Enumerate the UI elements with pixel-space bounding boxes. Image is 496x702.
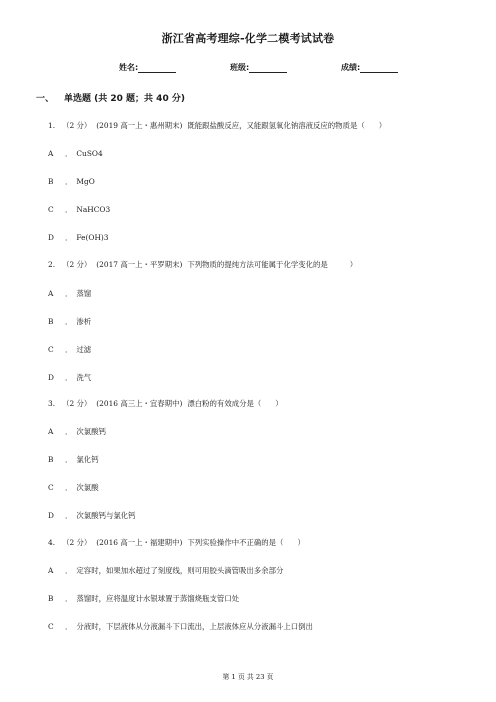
option-3d: D ． 次氯酸钙与氯化钙 — [48, 511, 136, 520]
page-title: 浙江省高考理综-化学二模考试试卷 — [161, 32, 335, 45]
question-text: 下列实验操作中不正确的是（ — [187, 538, 284, 547]
option-3c: C ． 次氯酸 — [48, 483, 99, 492]
option-4a: A ． 定容时，如果加水超过了刻度线，则可用胶头滴管吸出多余部分 — [48, 566, 284, 575]
option-text: 过滤 — [76, 345, 92, 354]
question-score: （2 分） — [62, 538, 92, 547]
option-4b: B ． 蒸馏时，应将温度计水银球置于蒸馏烧瓶支管口处 — [48, 594, 240, 603]
question-text: 既能跟盐酸反应，又能跟氢氧化钠溶液反应的物质是（ — [187, 121, 365, 130]
option-letter: A — [48, 566, 54, 575]
option-1c: C ． NaHCO3 — [48, 205, 111, 214]
option-text: 分液时，下层液体从分液漏斗下口流出，上层液体应从分液漏斗上口倒出 — [76, 622, 313, 631]
option-3a: A ． 次氯酸钙 — [48, 427, 106, 436]
option-letter: C — [48, 622, 54, 631]
option-letter: C — [48, 205, 54, 214]
class-label: 班级: — [230, 63, 250, 72]
question-number: 2. — [48, 260, 56, 269]
option-text: Fe(OH)3 — [76, 233, 109, 242]
option-2a: A ． 蒸馏 — [48, 289, 92, 298]
option-letter: D — [48, 373, 54, 382]
question-number: 4. — [48, 538, 56, 547]
name-label: 姓名: — [119, 63, 139, 72]
option-letter: D — [48, 511, 54, 520]
option-2b: B ． 渗析 — [48, 317, 92, 326]
option-text: 次氯酸钙 — [76, 427, 106, 436]
question-paren-close: ） — [378, 121, 387, 130]
question-paren-close: ） — [349, 260, 358, 269]
score-field — [341, 62, 398, 73]
section-text: 单选题 (共 20 题；共 40 分) — [64, 94, 185, 104]
option-text: 次氯酸钙与氯化钙 — [76, 511, 136, 520]
question-text: 漂白粉的有效成分是（ — [187, 399, 262, 408]
option-letter: D — [48, 233, 54, 242]
class-field — [230, 62, 287, 73]
option-text: 洗气 — [76, 373, 92, 382]
option-1a: A ． CuSO4 — [48, 149, 103, 158]
question-score: （2 分） — [62, 121, 92, 130]
option-text: 蒸馏 — [76, 289, 92, 298]
question-source: (2017 高一上・平罗期末) — [96, 260, 183, 269]
question-text: 下列物质的提纯方法可能属于化学变化的是 — [187, 260, 328, 269]
question-source: (2016 高一上・福建期中) — [96, 538, 183, 547]
page-footer: 第 1 页 共 23 页 — [222, 673, 274, 681]
option-1b: B ． MgO — [48, 177, 95, 186]
option-letter: B — [48, 317, 54, 326]
question-1 — [48, 120, 386, 131]
question-number: 1. — [48, 121, 56, 130]
option-letter: B — [48, 177, 54, 186]
option-text: 定容时，如果加水超过了刻度线，则可用胶头滴管吸出多余部分 — [76, 566, 284, 575]
option-text: NaHCO3 — [76, 205, 111, 214]
score-blank-line — [360, 63, 398, 73]
option-2c: C ． 过滤 — [48, 345, 92, 354]
score-label: 成绩: — [341, 63, 361, 72]
option-text: 渗析 — [76, 317, 92, 326]
question-2 — [48, 259, 357, 270]
option-text: 氯化钙 — [76, 455, 99, 464]
question-score: （2 分） — [62, 260, 92, 269]
option-letter: B — [48, 455, 54, 464]
option-text: 蒸馏时，应将温度计水银球置于蒸馏烧瓶支管口处 — [76, 594, 240, 603]
option-letter: A — [48, 289, 54, 298]
option-3b: B ． 氯化钙 — [48, 455, 99, 464]
name-field — [119, 62, 176, 73]
question-source: (2016 高三上・宜春期中) — [96, 399, 183, 408]
question-source: (2019 高一上・惠州期末) — [96, 121, 183, 130]
question-paren-close: ） — [275, 399, 283, 408]
class-blank-line — [249, 63, 287, 73]
option-text: 次氯酸 — [76, 483, 99, 492]
question-3 — [48, 398, 283, 409]
section-number: 一、 — [36, 94, 55, 104]
option-text: MgO — [76, 177, 95, 186]
question-score: （2 分） — [62, 399, 92, 408]
option-2d: D ． 洗气 — [48, 373, 92, 382]
option-letter: A — [48, 149, 54, 158]
option-text: CuSO4 — [76, 149, 103, 158]
option-1d: D ． Fe(OH)3 — [48, 233, 109, 242]
name-blank-line — [138, 63, 176, 73]
option-letter: C — [48, 345, 54, 354]
question-4 — [48, 537, 305, 548]
option-4c: C ． 分液时，下层液体从分液漏斗下口流出，上层液体应从分液漏斗上口倒出 — [48, 622, 313, 631]
option-letter: A — [48, 427, 54, 436]
question-paren-close: ） — [297, 538, 305, 547]
question-number: 3. — [48, 399, 56, 408]
section-heading — [36, 91, 185, 104]
option-letter: B — [48, 594, 54, 603]
option-letter: C — [48, 483, 54, 492]
